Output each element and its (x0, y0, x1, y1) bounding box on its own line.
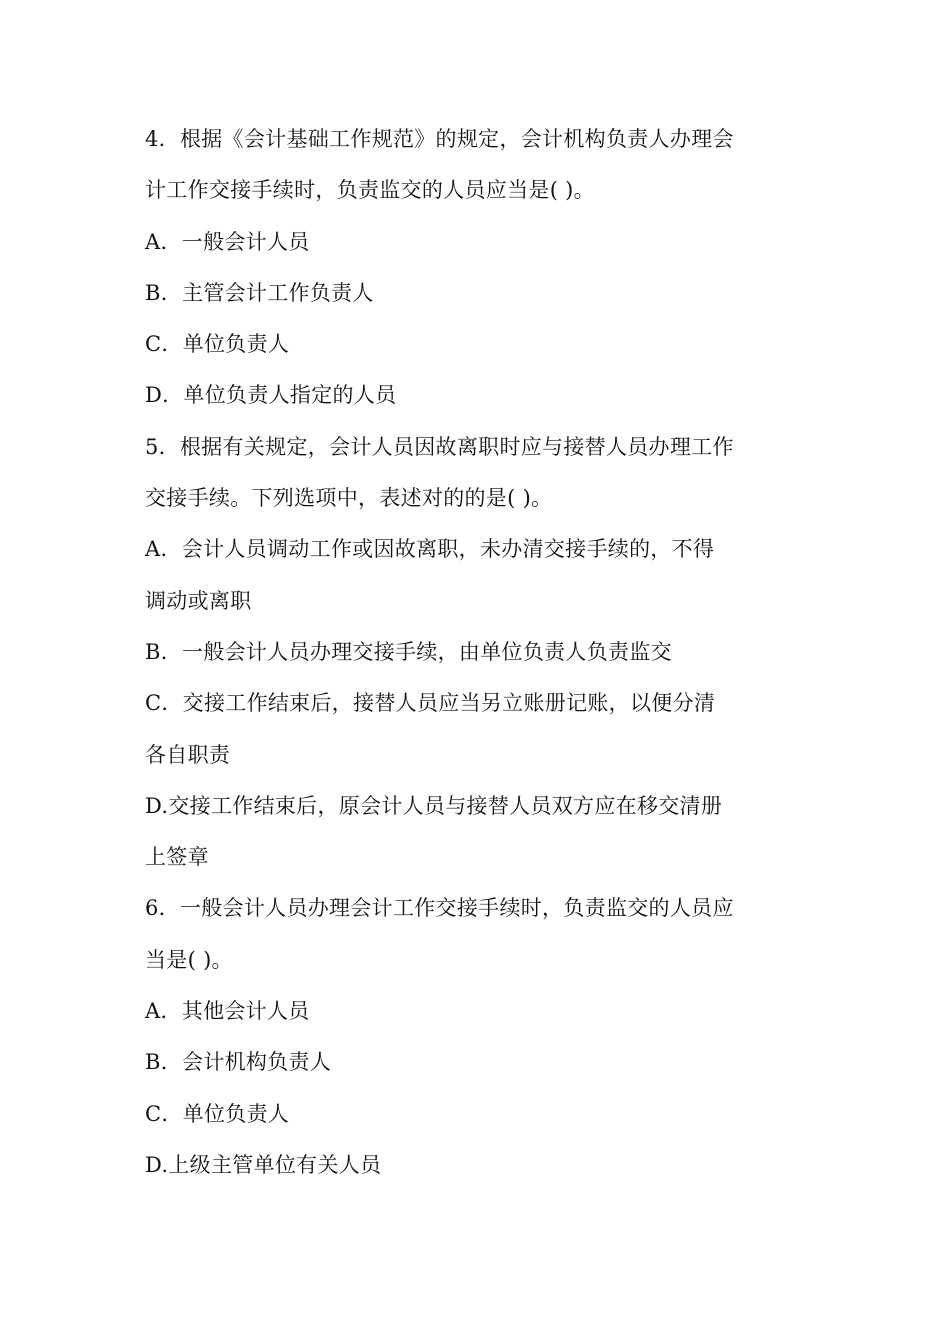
question-6-option-c: C．单位负责人 (145, 1101, 290, 1126)
question-5-option-c-line-1: C．交接工作结束后，接替人员应当另立账册记账，以便分清 (145, 691, 716, 716)
question-5-option-c-line-2: 各自职责 (145, 742, 231, 767)
question-5-stem-line-1: 5．根据有关规定，会计人员因故离职时应与接替人员办理工作 (145, 434, 734, 459)
question-5-option-b: B．一般会计人员办理交接手续，由单位负责人负责监交 (145, 639, 672, 664)
question-5-option-d-line-2: 上签章 (145, 845, 209, 870)
question-4-option-b: B．主管会计工作负责人 (145, 280, 374, 305)
question-6-option-d: D.上级主管单位有关人员 (145, 1152, 382, 1177)
question-4-stem-line-2: 计工作交接手续时，负责监交的人员应当是( )。 (145, 178, 595, 203)
question-4-option-d: D．单位负责人指定的人员 (145, 383, 397, 408)
question-5-option-d-line-1: D.交接工作结束后，原会计人员与接替人员双方应在移交清册 (145, 793, 723, 818)
question-5-stem-line-2: 交接手续。下列选项中，表述对的的是( )。 (145, 486, 553, 511)
question-6-option-b: B．会计机构负责人 (145, 1050, 332, 1075)
question-4-option-c: C．单位负责人 (145, 332, 290, 357)
question-6-option-a: A．其他会计人员 (145, 999, 310, 1024)
question-5-option-a-line-1: A．会计人员调动工作或因故离职，未办清交接手续的，不得 (145, 537, 715, 562)
question-4-option-a: A．一般会计人员 (145, 229, 310, 254)
document-body (145, 114, 775, 1191)
question-6-stem-line-2: 当是( )。 (145, 947, 233, 972)
question-5-option-a-line-2: 调动或离职 (145, 588, 252, 613)
question-6-stem-line-1: 6．一般会计人员办理会计工作交接手续时，负责监交的人员应 (145, 896, 734, 921)
question-4-stem-line-1: 4．根据《会计基础工作规范》的规定，会计机构负责人办理会 (145, 127, 734, 151)
